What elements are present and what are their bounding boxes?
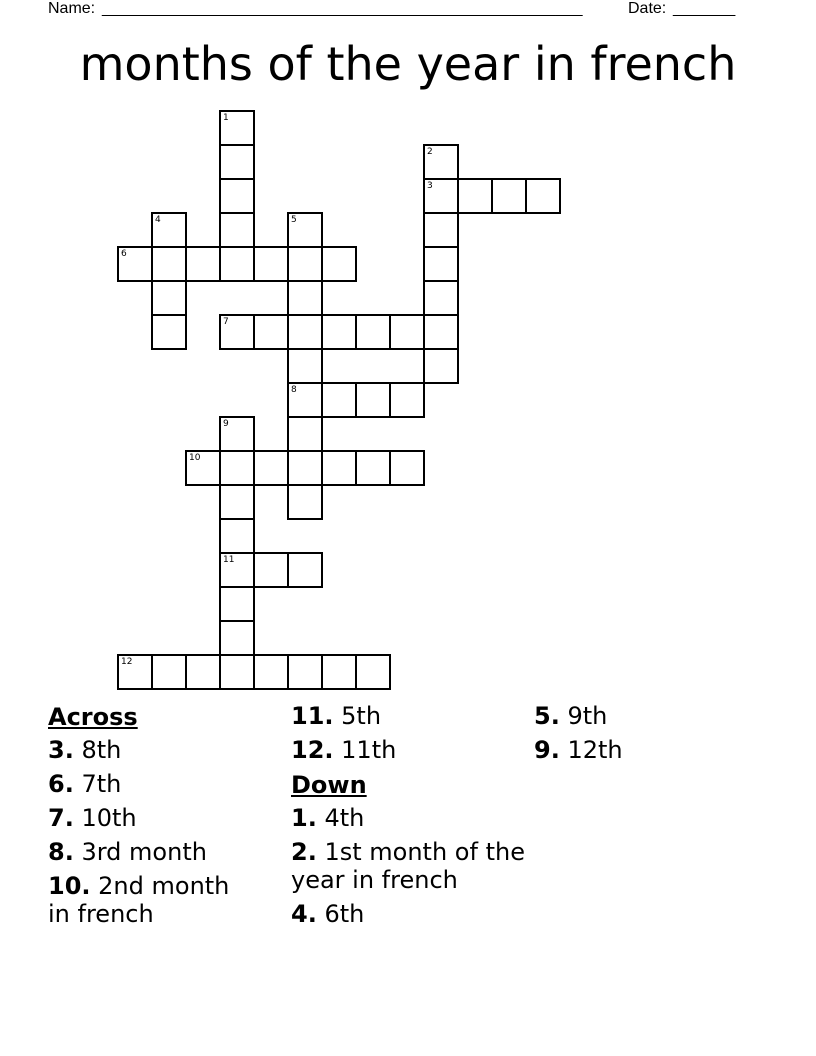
grid-cell[interactable] xyxy=(423,314,459,350)
grid-cell[interactable] xyxy=(253,246,289,282)
clue-text: 7th xyxy=(81,770,122,798)
grid-cell[interactable] xyxy=(423,178,459,214)
grid-cell[interactable] xyxy=(287,416,323,452)
grid-cell[interactable] xyxy=(287,382,323,418)
clue-down-4 xyxy=(291,900,526,928)
clue-number: 5. xyxy=(534,702,560,730)
grid-cell[interactable] xyxy=(355,450,391,486)
grid-cell[interactable] xyxy=(287,484,323,520)
clue-number: 2. xyxy=(291,838,317,866)
cell-number: 7 xyxy=(223,317,229,327)
cell-number: 5 xyxy=(291,215,297,225)
clue-text: 12th xyxy=(567,736,623,764)
grid-cell[interactable] xyxy=(423,144,459,180)
grid-cell[interactable] xyxy=(151,654,187,690)
grid-cell[interactable] xyxy=(117,246,153,282)
clue-number: 11. xyxy=(291,702,334,730)
clue-number: 7. xyxy=(48,804,74,832)
grid-cell[interactable] xyxy=(389,450,425,486)
grid-cell[interactable] xyxy=(423,212,459,248)
clue-text: 2nd month in french xyxy=(48,872,230,928)
grid-cell[interactable] xyxy=(321,382,357,418)
grid-cell[interactable] xyxy=(287,654,323,690)
grid-cell[interactable] xyxy=(219,484,255,520)
cell-number: 3 xyxy=(427,181,433,191)
grid-cell[interactable] xyxy=(151,246,187,282)
clue-text: 9th xyxy=(567,702,608,730)
grid-cell[interactable] xyxy=(321,246,357,282)
clue-number: 1. xyxy=(291,804,317,832)
clue-text: 4th xyxy=(324,804,365,832)
grid-cell[interactable] xyxy=(355,382,391,418)
grid-cell[interactable] xyxy=(253,654,289,690)
grid-cell[interactable] xyxy=(219,314,255,350)
grid-cell[interactable] xyxy=(185,450,221,486)
grid-cell[interactable] xyxy=(491,178,527,214)
cell-number: 1 xyxy=(223,113,229,123)
grid-cell[interactable] xyxy=(219,552,255,588)
clue-across-6 xyxy=(48,770,248,798)
across-heading: Across xyxy=(48,703,138,731)
grid-cell[interactable] xyxy=(525,178,561,214)
grid-cell[interactable] xyxy=(219,620,255,656)
grid-cell[interactable] xyxy=(219,654,255,690)
clue-column-1 xyxy=(48,702,248,934)
grid-cell[interactable] xyxy=(355,654,391,690)
grid-cell[interactable] xyxy=(219,518,255,554)
grid-cell[interactable] xyxy=(253,552,289,588)
grid-cell[interactable] xyxy=(219,586,255,622)
date-line: _______ xyxy=(673,0,736,17)
grid-cell[interactable] xyxy=(287,348,323,384)
grid-cell[interactable] xyxy=(219,212,255,248)
clue-text: 5th xyxy=(341,702,382,730)
clue-column-2 xyxy=(291,702,526,934)
name-label: Name: xyxy=(48,0,96,17)
grid-cell[interactable] xyxy=(219,144,255,180)
grid-cell[interactable] xyxy=(185,246,221,282)
date-label: Date: xyxy=(628,0,667,17)
clue-text: 8th xyxy=(81,736,122,764)
grid-cell[interactable] xyxy=(151,212,187,248)
clue-across-11 xyxy=(291,702,526,730)
cell-number: 12 xyxy=(121,657,133,667)
cell-number: 6 xyxy=(121,249,127,259)
clue-number: 3. xyxy=(48,736,74,764)
clue-column-3 xyxy=(534,702,623,770)
grid-cell[interactable] xyxy=(253,450,289,486)
grid-cell[interactable] xyxy=(219,246,255,282)
grid-cell[interactable] xyxy=(117,654,153,690)
grid-cell[interactable] xyxy=(287,552,323,588)
clue-text: 1st month of the year in french xyxy=(291,838,525,894)
grid-cell[interactable] xyxy=(287,212,323,248)
grid-cell[interactable] xyxy=(219,416,255,452)
clue-text: 6th xyxy=(324,900,365,928)
clue-number: 9. xyxy=(534,736,560,764)
clue-text: 11th xyxy=(341,736,397,764)
clue-number: 12. xyxy=(291,736,334,764)
cell-number: 4 xyxy=(155,215,161,225)
clue-down-5 xyxy=(534,702,623,730)
grid-cell[interactable] xyxy=(287,280,323,316)
page-title: months of the year in french xyxy=(79,37,737,91)
clue-across-3 xyxy=(48,736,248,764)
grid-cell[interactable] xyxy=(287,314,323,350)
grid-cell[interactable] xyxy=(321,450,357,486)
clue-down-2 xyxy=(291,838,526,894)
clue-text: 10th xyxy=(81,804,137,832)
cell-number: 10 xyxy=(189,453,201,463)
clue-down-9 xyxy=(534,736,623,764)
grid-cell[interactable] xyxy=(253,314,289,350)
grid-cell[interactable] xyxy=(423,280,459,316)
clue-number: 10. xyxy=(48,872,91,900)
grid-cell[interactable] xyxy=(321,314,357,350)
clue-down-1 xyxy=(291,804,526,832)
clue-number: 8. xyxy=(48,838,74,866)
grid-cell[interactable] xyxy=(219,110,255,146)
clue-across-10 xyxy=(48,872,248,928)
grid-cell[interactable] xyxy=(287,246,323,282)
grid-cell[interactable] xyxy=(457,178,493,214)
clue-number: 4. xyxy=(291,900,317,928)
grid-cell[interactable] xyxy=(389,314,425,350)
down-heading: Down xyxy=(291,771,367,799)
cell-number: 2 xyxy=(427,147,433,157)
grid-cell[interactable] xyxy=(219,450,255,486)
cell-number: 8 xyxy=(291,385,297,395)
cell-number: 11 xyxy=(223,555,235,565)
clue-across-12 xyxy=(291,736,526,764)
grid-cell[interactable] xyxy=(423,348,459,384)
clue-across-7 xyxy=(48,804,248,832)
grid-cell[interactable] xyxy=(321,654,357,690)
clue-number: 6. xyxy=(48,770,74,798)
grid-cell[interactable] xyxy=(151,314,187,350)
grid-cell[interactable] xyxy=(355,314,391,350)
grid-cell[interactable] xyxy=(389,382,425,418)
name-line: ______________________________________________________ xyxy=(102,0,583,17)
cell-number: 9 xyxy=(223,419,229,429)
clue-across-8 xyxy=(48,838,248,866)
clue-text: 3rd month xyxy=(81,838,207,866)
grid-cell[interactable] xyxy=(219,178,255,214)
grid-cell[interactable] xyxy=(185,654,221,690)
grid-cell[interactable] xyxy=(423,246,459,282)
grid-cell[interactable] xyxy=(287,450,323,486)
grid-cell[interactable] xyxy=(151,280,187,316)
